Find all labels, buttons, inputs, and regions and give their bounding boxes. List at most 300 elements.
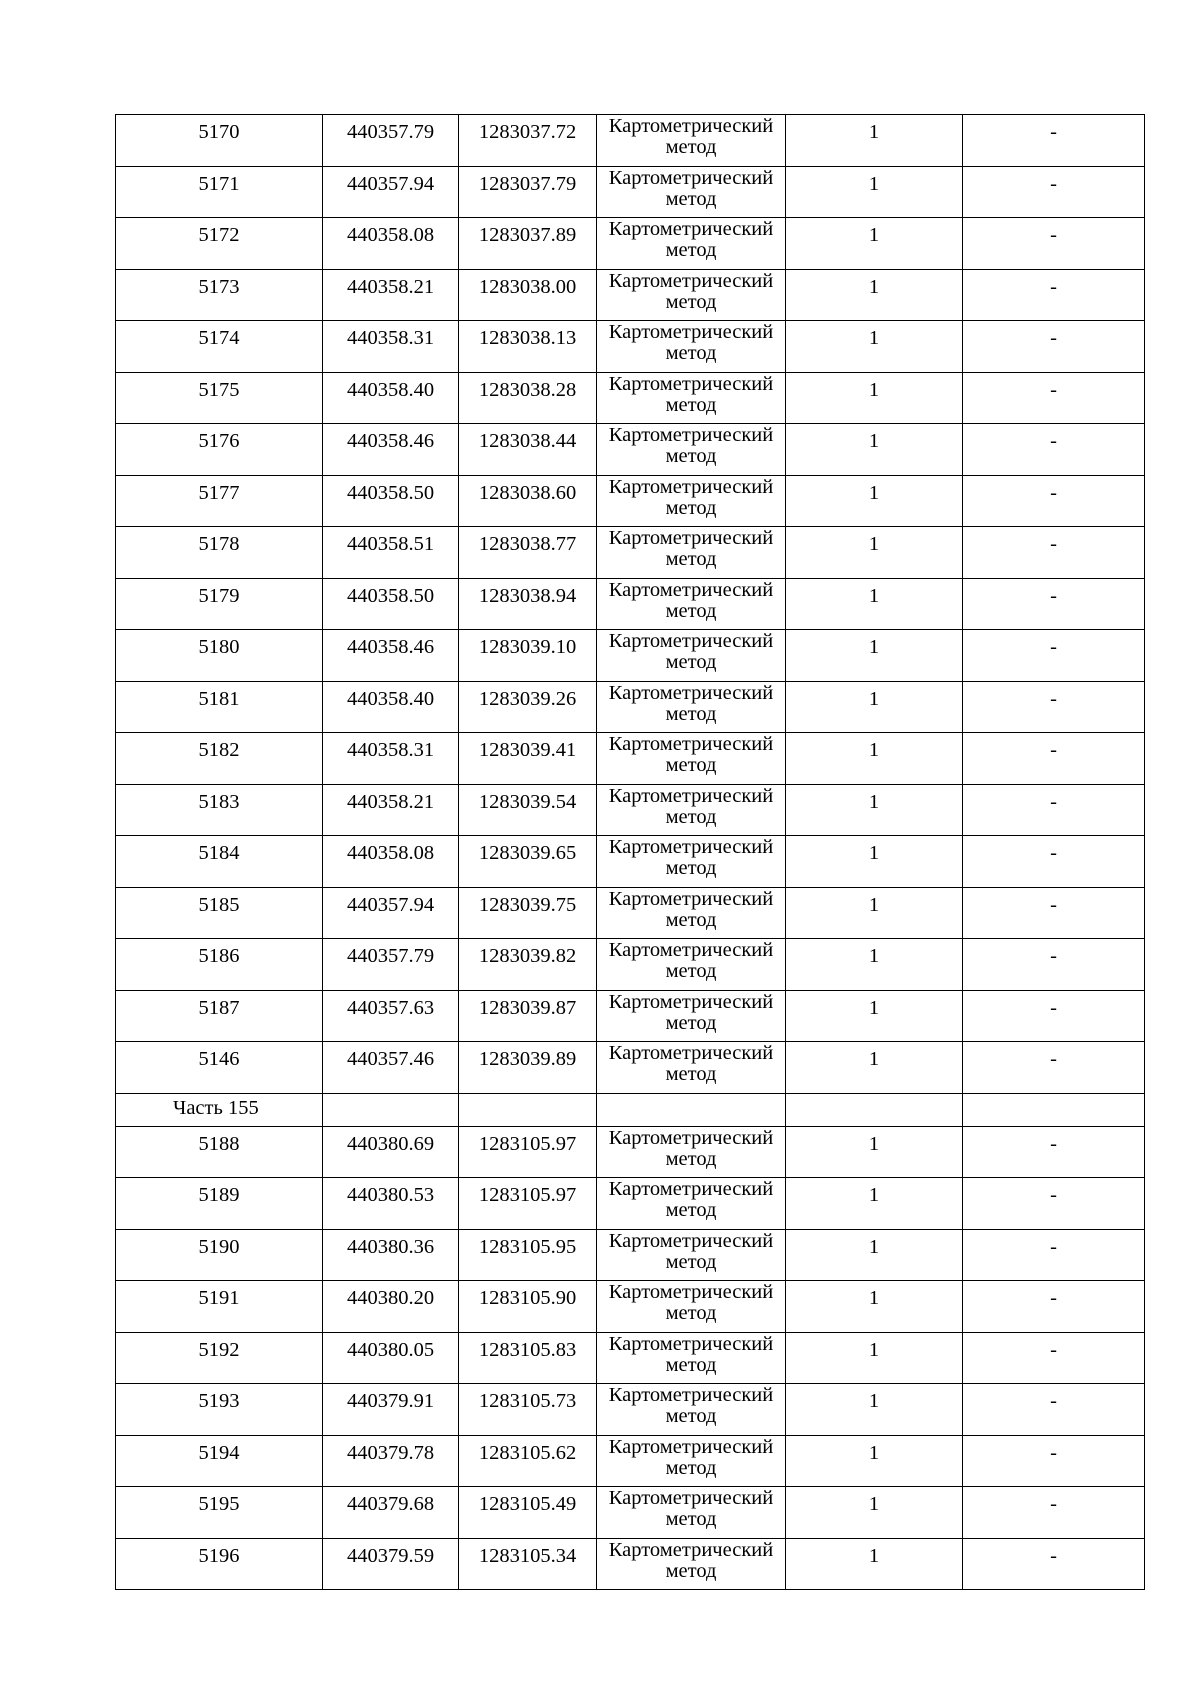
coordinate-x-cell	[323, 1042, 459, 1094]
table-row	[116, 578, 1145, 630]
accuracy-cell	[786, 1332, 963, 1384]
coordinate-x-cell	[323, 784, 459, 836]
method-cell: Картометрический метод	[597, 269, 786, 321]
coordinate-x-cell	[323, 836, 459, 888]
accuracy-value: 1	[868, 430, 880, 452]
coordinate-x-cell	[323, 372, 459, 424]
point-number-value: 5180	[198, 636, 240, 658]
note-cell	[963, 115, 1145, 167]
point-number-cell	[116, 372, 323, 424]
method-cell: Картометрический метод	[597, 681, 786, 733]
accuracy-value: 1	[868, 533, 880, 555]
table-row	[116, 475, 1145, 527]
coordinate-x-cell	[323, 527, 459, 579]
note-cell	[963, 990, 1145, 1042]
accuracy-cell	[786, 733, 963, 785]
point-number-cell	[116, 1042, 323, 1094]
accuracy-cell	[786, 527, 963, 579]
table-row	[116, 1487, 1145, 1539]
coordinate-x-cell	[323, 475, 459, 527]
note-value: -	[1050, 481, 1057, 504]
note-value: -	[1050, 430, 1057, 452]
accuracy-cell	[786, 475, 963, 527]
coordinate-x-cell	[323, 424, 459, 476]
coordinate-x-value: 440357.63	[346, 996, 435, 1019]
note-value: -	[1050, 378, 1057, 401]
table-row	[116, 1281, 1145, 1333]
accuracy-cell	[786, 372, 963, 424]
accuracy-value: 1	[868, 893, 880, 916]
note-cell	[963, 1332, 1145, 1384]
method-cell: Картометрический метод	[597, 1538, 786, 1590]
accuracy-value: 1	[868, 584, 880, 607]
method-cell: Картометрический метод	[597, 372, 786, 424]
coordinate-y-value: 1283038.77	[478, 533, 577, 555]
coordinate-x-cell	[323, 1229, 459, 1281]
point-number-cell	[116, 321, 323, 373]
point-number-cell	[116, 527, 323, 579]
method-cell: Картометрический метод	[597, 1126, 786, 1178]
note-value: -	[1050, 1132, 1057, 1155]
accuracy-cell	[786, 836, 963, 888]
note-cell	[963, 578, 1145, 630]
coordinate-y-cell	[459, 1435, 597, 1487]
table-row	[116, 784, 1145, 836]
point-number-value: 5196	[198, 1544, 240, 1567]
method-cell: Картометрический метод	[597, 939, 786, 991]
coordinate-y-value: 1283039.41	[478, 739, 577, 761]
coordinate-x-cell	[323, 269, 459, 321]
coordinate-x-cell	[323, 990, 459, 1042]
point-number-value: 5184	[198, 842, 240, 864]
coordinate-y-cell	[459, 836, 597, 888]
note-value: -	[1050, 1338, 1057, 1361]
accuracy-value: 1	[868, 790, 880, 813]
method-cell: Картометрический метод	[597, 424, 786, 476]
coordinate-y-cell	[459, 1042, 597, 1094]
point-number-cell	[116, 1487, 323, 1539]
coordinate-x-cell	[323, 733, 459, 785]
coordinate-x-cell	[323, 1435, 459, 1487]
note-value: -	[1050, 1441, 1057, 1464]
accuracy-cell	[786, 1487, 963, 1539]
accuracy-value: 1	[868, 327, 880, 349]
note-cell	[963, 166, 1145, 218]
accuracy-cell	[786, 166, 963, 218]
point-number-value: 5174	[198, 327, 240, 349]
coordinate-x-value: 440358.21	[346, 275, 435, 298]
accuracy-value: 1	[868, 224, 880, 246]
accuracy-cell	[786, 269, 963, 321]
point-number-cell	[116, 115, 323, 167]
point-number-cell	[116, 990, 323, 1042]
point-number-value: 5188	[198, 1132, 240, 1155]
coordinate-y-value: 1283039.75	[478, 893, 577, 916]
point-number-cell	[116, 784, 323, 836]
note-cell	[963, 733, 1145, 785]
empty-cell	[786, 1093, 963, 1126]
coordinate-x-value: 440379.59	[346, 1544, 435, 1567]
point-number-value: 5186	[198, 945, 240, 967]
note-cell	[963, 784, 1145, 836]
coordinate-x-value: 440358.08	[346, 224, 435, 246]
note-value: -	[1050, 1287, 1057, 1309]
empty-cell	[963, 1093, 1145, 1126]
accuracy-cell	[786, 424, 963, 476]
note-value: -	[1050, 945, 1057, 967]
accuracy-cell	[786, 1435, 963, 1487]
table-row	[116, 1384, 1145, 1436]
accuracy-cell	[786, 939, 963, 991]
coordinate-y-cell	[459, 578, 597, 630]
table-row	[116, 1538, 1145, 1590]
accuracy-value: 1	[868, 275, 880, 298]
coordinate-x-value: 440380.20	[346, 1287, 435, 1309]
point-number-cell	[116, 1178, 323, 1230]
coordinate-y-value: 1283038.00	[478, 275, 577, 298]
coordinate-x-value: 440358.31	[346, 327, 435, 349]
method-cell: Картометрический метод	[597, 836, 786, 888]
table-row	[116, 1178, 1145, 1230]
accuracy-value: 1	[868, 1493, 880, 1515]
coordinate-y-cell	[459, 681, 597, 733]
empty-cell	[597, 1093, 786, 1126]
accuracy-cell	[786, 990, 963, 1042]
coordinate-y-cell	[459, 939, 597, 991]
accuracy-value: 1	[868, 378, 880, 401]
table-row	[116, 527, 1145, 579]
note-cell	[963, 321, 1145, 373]
point-number-cell	[116, 218, 323, 270]
accuracy-value: 1	[868, 172, 880, 195]
accuracy-cell	[786, 630, 963, 682]
accuracy-value: 1	[868, 1048, 880, 1070]
coordinate-x-value: 440358.46	[346, 430, 435, 452]
point-number-cell	[116, 836, 323, 888]
accuracy-cell	[786, 887, 963, 939]
coordinates-table-body	[116, 115, 1145, 1590]
method-cell: Картометрический метод	[597, 1178, 786, 1230]
note-cell	[963, 372, 1145, 424]
coordinate-y-cell	[459, 166, 597, 218]
table-row	[116, 1435, 1145, 1487]
accuracy-value: 1	[868, 1544, 880, 1567]
point-number-cell	[116, 578, 323, 630]
coordinate-y-cell	[459, 527, 597, 579]
note-cell	[963, 836, 1145, 888]
note-value: -	[1050, 584, 1057, 607]
coordinate-y-cell	[459, 218, 597, 270]
point-number-value: 5179	[198, 584, 240, 607]
point-number-cell	[116, 1281, 323, 1333]
accuracy-value: 1	[868, 1338, 880, 1361]
coordinate-y-value: 1283039.26	[478, 687, 577, 710]
point-number-value: 5189	[198, 1184, 240, 1206]
point-number-value: 5190	[198, 1235, 240, 1258]
coordinate-y-value: 1283105.97	[478, 1184, 577, 1206]
coordinate-x-value: 440357.79	[346, 121, 435, 143]
table-row	[116, 887, 1145, 939]
point-number-value: 5146	[198, 1048, 240, 1070]
note-value: -	[1050, 533, 1057, 555]
point-number-value: 5171	[198, 172, 240, 195]
table-row	[116, 218, 1145, 270]
coordinate-y-cell	[459, 1384, 597, 1436]
method-cell: Картометрический метод	[597, 630, 786, 682]
accuracy-cell	[786, 218, 963, 270]
coordinate-y-value: 1283105.49	[478, 1493, 577, 1515]
accuracy-cell	[786, 681, 963, 733]
coordinate-x-cell	[323, 939, 459, 991]
note-cell	[963, 218, 1145, 270]
table-row	[116, 1042, 1145, 1094]
table-row	[116, 1126, 1145, 1178]
note-value: -	[1050, 1048, 1057, 1070]
note-cell	[963, 1538, 1145, 1590]
point-number-value: 5195	[198, 1493, 240, 1515]
point-number-cell	[116, 269, 323, 321]
accuracy-cell	[786, 784, 963, 836]
point-number-cell	[116, 733, 323, 785]
coordinate-x-cell	[323, 1332, 459, 1384]
coordinate-y-cell	[459, 630, 597, 682]
note-cell	[963, 424, 1145, 476]
coordinate-y-value: 1283039.89	[478, 1048, 577, 1070]
coordinate-y-value: 1283039.82	[478, 945, 577, 967]
note-cell	[963, 681, 1145, 733]
table-row	[116, 1332, 1145, 1384]
note-cell	[963, 475, 1145, 527]
coordinate-y-value: 1283039.10	[478, 636, 577, 658]
coordinate-y-value: 1283105.73	[478, 1390, 577, 1412]
coordinate-y-cell	[459, 733, 597, 785]
method-cell: Картометрический метод	[597, 1281, 786, 1333]
note-cell	[963, 269, 1145, 321]
accuracy-value: 1	[868, 1441, 880, 1464]
coordinate-y-cell	[459, 1332, 597, 1384]
note-cell	[963, 939, 1145, 991]
point-number-value: 5185	[198, 893, 240, 916]
coordinate-y-cell	[459, 1126, 597, 1178]
coordinate-y-value: 1283105.62	[478, 1441, 577, 1464]
coordinate-y-cell	[459, 115, 597, 167]
accuracy-value: 1	[868, 481, 880, 504]
point-number-cell	[116, 887, 323, 939]
coordinate-x-value: 440357.94	[346, 172, 435, 195]
note-value: -	[1050, 121, 1057, 143]
note-cell	[963, 1384, 1145, 1436]
accuracy-cell	[786, 578, 963, 630]
method-cell: Картометрический метод	[597, 733, 786, 785]
method-cell: Картометрический метод	[597, 1229, 786, 1281]
coordinate-y-cell	[459, 1487, 597, 1539]
method-cell: Картометрический метод	[597, 218, 786, 270]
coordinate-x-value: 440358.08	[346, 842, 435, 864]
coordinate-x-cell	[323, 887, 459, 939]
note-value: -	[1050, 842, 1057, 864]
accuracy-value: 1	[868, 1287, 880, 1309]
coordinate-x-value: 440380.53	[346, 1184, 435, 1206]
note-value: -	[1050, 790, 1057, 813]
method-cell: Картометрический метод	[597, 1384, 786, 1436]
coordinate-x-value: 440380.05	[346, 1338, 435, 1361]
point-number-cell	[116, 475, 323, 527]
coordinate-y-value: 1283105.34	[478, 1544, 577, 1567]
note-cell	[963, 1229, 1145, 1281]
accuracy-value: 1	[868, 739, 880, 761]
coordinate-x-cell	[323, 1281, 459, 1333]
note-cell	[963, 1487, 1145, 1539]
point-number-cell	[116, 630, 323, 682]
coordinate-x-value: 440379.78	[346, 1441, 435, 1464]
accuracy-value: 1	[868, 1184, 880, 1206]
coordinate-x-cell	[323, 630, 459, 682]
accuracy-value: 1	[868, 1132, 880, 1155]
note-value: -	[1050, 1235, 1057, 1258]
coordinate-y-cell	[459, 1178, 597, 1230]
coordinate-y-value: 1283038.13	[478, 327, 577, 349]
empty-cell	[323, 1093, 459, 1126]
coordinate-x-value: 440379.68	[346, 1493, 435, 1515]
coordinate-x-cell	[323, 1384, 459, 1436]
coordinate-y-value: 1283039.65	[478, 842, 577, 864]
coordinate-y-value: 1283038.28	[478, 378, 577, 401]
point-number-value: 5178	[198, 533, 240, 555]
table-row	[116, 269, 1145, 321]
table-row	[116, 681, 1145, 733]
method-cell: Картометрический метод	[597, 990, 786, 1042]
note-cell	[963, 1281, 1145, 1333]
point-number-value: 5177	[198, 481, 240, 504]
note-value: -	[1050, 1493, 1057, 1515]
accuracy-cell	[786, 1229, 963, 1281]
method-cell: Картометрический метод	[597, 1435, 786, 1487]
part-label: Часть 155	[173, 1096, 259, 1119]
coordinates-table	[115, 114, 1145, 1590]
table-row	[116, 115, 1145, 167]
coordinate-y-value: 1283105.83	[478, 1338, 577, 1361]
coordinate-x-cell	[323, 578, 459, 630]
coordinate-y-value: 1283038.94	[478, 584, 577, 607]
point-number-value: 5183	[198, 790, 240, 813]
accuracy-cell	[786, 115, 963, 167]
table-row	[116, 1229, 1145, 1281]
note-cell	[963, 1178, 1145, 1230]
coordinate-y-cell	[459, 784, 597, 836]
coordinate-y-cell	[459, 990, 597, 1042]
coordinate-y-value: 1283037.72	[478, 121, 577, 143]
accuracy-value: 1	[868, 945, 880, 967]
coordinate-y-value: 1283105.90	[478, 1287, 577, 1309]
point-number-cell	[116, 1435, 323, 1487]
coordinate-x-value: 440357.46	[346, 1048, 435, 1070]
coordinate-x-value: 440380.36	[346, 1235, 435, 1258]
method-cell: Картометрический метод	[597, 527, 786, 579]
note-cell	[963, 1435, 1145, 1487]
note-cell	[963, 1042, 1145, 1094]
note-value: -	[1050, 275, 1057, 298]
point-number-value: 5192	[198, 1338, 240, 1361]
accuracy-cell	[786, 1384, 963, 1436]
table-row	[116, 836, 1145, 888]
table-row	[116, 733, 1145, 785]
table-row	[116, 372, 1145, 424]
coordinate-y-cell	[459, 475, 597, 527]
note-value: -	[1050, 327, 1057, 349]
point-number-value: 5175	[198, 378, 240, 401]
point-number-value: 5193	[198, 1390, 240, 1412]
coordinate-x-cell	[323, 321, 459, 373]
note-value: -	[1050, 739, 1057, 761]
note-cell	[963, 1126, 1145, 1178]
note-value: -	[1050, 636, 1057, 658]
empty-cell	[459, 1093, 597, 1126]
coordinate-x-value: 440358.46	[346, 636, 435, 658]
table-row	[116, 424, 1145, 476]
accuracy-cell	[786, 1042, 963, 1094]
table-row	[116, 321, 1145, 373]
part-header-row	[116, 1093, 1145, 1126]
coordinate-x-value: 440358.31	[346, 739, 435, 761]
coordinate-x-value: 440357.79	[346, 945, 435, 967]
coordinate-y-value: 1283037.89	[478, 224, 577, 246]
accuracy-cell	[786, 1126, 963, 1178]
note-value: -	[1050, 224, 1057, 246]
note-value: -	[1050, 893, 1057, 916]
note-value: -	[1050, 1390, 1057, 1412]
note-cell	[963, 887, 1145, 939]
coordinate-x-cell	[323, 166, 459, 218]
coordinate-x-value: 440380.69	[346, 1132, 435, 1155]
coordinate-y-cell	[459, 269, 597, 321]
note-value: -	[1050, 687, 1057, 710]
method-cell: Картометрический метод	[597, 166, 786, 218]
coordinate-x-cell	[323, 218, 459, 270]
coordinate-y-value: 1283105.97	[478, 1132, 577, 1155]
note-value: -	[1050, 172, 1057, 195]
coordinate-y-cell	[459, 321, 597, 373]
table-row	[116, 630, 1145, 682]
method-cell: Картометрический метод	[597, 475, 786, 527]
point-number-value: 5187	[198, 996, 240, 1019]
coordinate-x-cell	[323, 681, 459, 733]
coordinate-y-cell	[459, 1538, 597, 1590]
accuracy-cell	[786, 1538, 963, 1590]
accuracy-value: 1	[868, 996, 880, 1019]
accuracy-cell	[786, 1178, 963, 1230]
method-cell: Картометрический метод	[597, 887, 786, 939]
accuracy-value: 1	[868, 687, 880, 710]
accuracy-value: 1	[868, 842, 880, 864]
coordinate-y-cell	[459, 1229, 597, 1281]
coordinate-x-value: 440358.21	[346, 790, 435, 813]
note-cell	[963, 527, 1145, 579]
note-value: -	[1050, 1544, 1057, 1567]
coordinate-x-value: 440358.50	[346, 481, 435, 504]
accuracy-value: 1	[868, 1235, 880, 1258]
method-cell: Картометрический метод	[597, 1332, 786, 1384]
table-row	[116, 939, 1145, 991]
point-number-value: 5194	[198, 1441, 240, 1464]
method-cell: Картометрический метод	[597, 1487, 786, 1539]
method-cell: Картометрический метод	[597, 115, 786, 167]
coordinate-x-cell	[323, 1126, 459, 1178]
method-cell: Картометрический метод	[597, 321, 786, 373]
method-cell: Картометрический метод	[597, 784, 786, 836]
coordinate-x-value: 440357.94	[346, 893, 435, 916]
note-cell	[963, 630, 1145, 682]
method-cell: Картометрический метод	[597, 578, 786, 630]
